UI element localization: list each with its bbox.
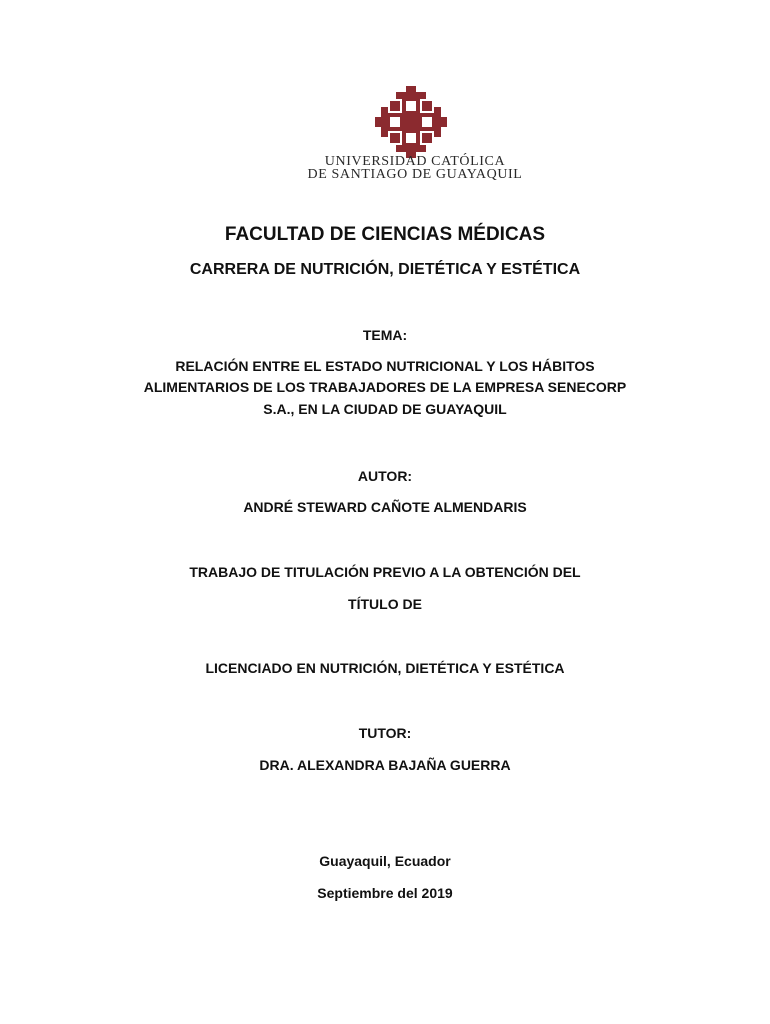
trabajo-line2: TÍTULO DE xyxy=(348,596,422,612)
tema-label: TEMA: xyxy=(362,327,408,343)
date: Septiembre del 2019 xyxy=(317,885,453,901)
place: Guayaquil, Ecuador xyxy=(319,853,451,869)
degree-title: LICENCIADO EN NUTRICIÓN, DIETÉTICA Y ESTÉTICA xyxy=(205,660,565,676)
university-name-line2: DE SANTIAGO DE GUAYAQUIL xyxy=(307,167,523,182)
faculty-title: FACULTAD DE CIENCIAS MÉDICAS xyxy=(224,224,546,245)
tutor-label: TUTOR: xyxy=(358,725,412,741)
autor-name: ANDRÉ STEWARD CAÑOTE ALMENDARIS xyxy=(243,499,527,515)
tema-line: S.A., EN LA CIUDAD DE GUAYAQUIL xyxy=(263,401,507,417)
autor-label: AUTOR: xyxy=(357,468,413,484)
university-name-line1: UNIVERSIDAD CATÓLICA xyxy=(324,154,506,169)
career-title: CARRERA DE NUTRICIÓN, DIETÉTICA Y ESTÉTICA xyxy=(189,261,581,278)
tutor-name: DRA. ALEXANDRA BAJAÑA GUERRA xyxy=(259,757,511,773)
cross-crest-icon xyxy=(375,86,447,158)
tema-line: ALIMENTARIOS DE LOS TRABAJADORES DE LA EMPRESA SENECORP xyxy=(143,379,627,395)
university-logo xyxy=(300,86,530,186)
trabajo-line1: TRABAJO DE TITULACIÓN PREVIO A LA OBTENCIÓN DEL xyxy=(189,564,581,580)
tema-line: RELACIÓN ENTRE EL ESTADO NUTRICIONAL Y LOS HÁBITOS xyxy=(175,358,595,374)
